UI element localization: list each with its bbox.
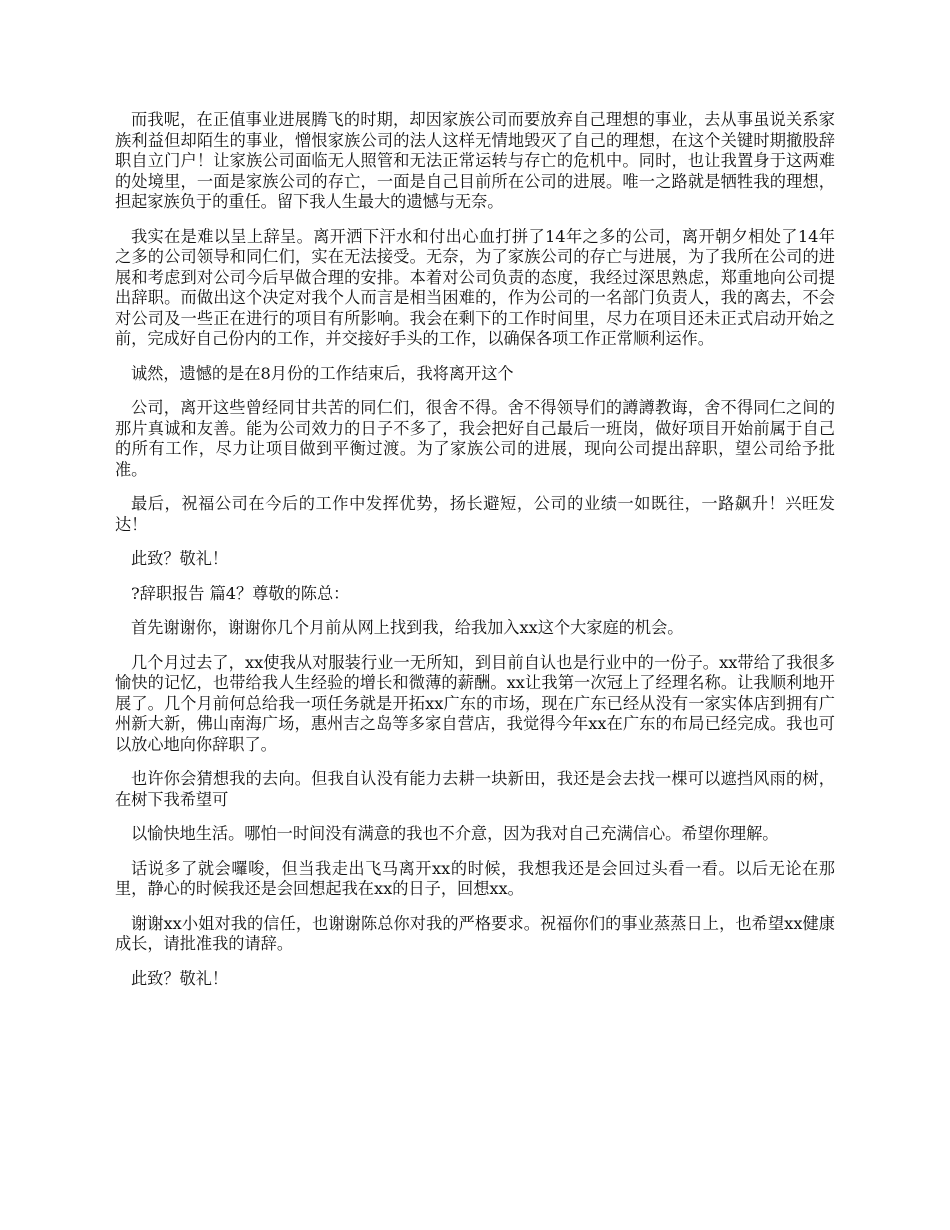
paragraph: 以愉快地生活。哪怕一时间没有满意的我也不介意，因为我对自己充满信心。希望你理解。 (131, 824, 779, 843)
paragraph: 也许你会猜想我的去向。但我自认没有能力去耕一块新田，我还是会去找一棵可以遮挡风雨的树，在树下我希望可 (115, 769, 835, 809)
closing-salutation: 此致？敬礼！ (131, 549, 229, 568)
paragraph: 几个月过去了，xx使我从对服装行业一无所知，到目前自认也是行业中的一份子。xx带给了我很多愉快的记忆，也带给我人生经验的增长和微薄的薪酬。xx让我第一次冠上了经理名称。让我顺利地开展了。几个月前何总给我一项任务就是开拓xx广东的市场，现在广东已经从没有一家实体店到拥有广州新大新，佛山南海广场，惠州吉之岛等多家自营店，我觉得今年xx在广东的布局已经完成。我也可以放心地向你辞职了。 (115, 652, 835, 754)
document-body (115, 110, 835, 1003)
section-heading: ?辞职报告 篇4？尊敬的陈总： (131, 583, 350, 603)
paragraph: 最后，祝福公司在今后的工作中发挥优势，扬长避短，公司的业绩一如既往，一路飙升！兴旺发达！ (115, 494, 835, 534)
paragraph: 而我呢，在正值事业进展腾飞的时期，却因家族公司而要放弃自己理想的事业，去从事虽说关系家族利益但却陌生的事业，憎恨家族公司的法人这样无情地毁灭了自己的理想，在这个关键时期撤股辞职自立门户！让家族公司面临无人照管和无法正常运转与存亡的危机中。同时，也让我置身于这两难的处境里，一面是家族公司的存亡，一面是自己目前所在公司的进展。唯一之路就是牺牲我的理想，担起家族负于的重任。留下我人生最大的遗憾与无奈。 (115, 110, 835, 211)
paragraph: 首先谢谢你，谢谢你几个月前从网上找到我，给我加入xx这个大家庭的机会。 (131, 618, 684, 637)
paragraph: 公司，离开这些曾经同甘共苦的同仁们，很舍不得。舍不得领导们的譐譐教诲，舍不得同仁之间的那片真诚和友善。能为公司效力的日子不多了，我会把好自己最后一班岗，做好项目开始前属于自己的所有工作，尽力让项目做到平衡过渡。为了家族公司的进展，现向公司提出辞职，望公司给予批准。 (115, 398, 835, 479)
paragraph: 话说多了就会囉唆，但当我走出飞马离开xx的时候，我想我还是会回过头看一看。以后无论在那里，静心的时候我还是会回想起我在xx的日子，回想xx。 (115, 858, 835, 898)
paragraph: 谢谢xx小姐对我的信任，也谢谢陈总你对我的严格要求。祝福你们的事业蒸蒸日上，也希望xx健康成长，请批准我的请辞。 (115, 913, 835, 953)
closing-salutation: 此致？敬礼！ (131, 968, 229, 988)
paragraph: 诚然，遗憾的是在8月份的工作结束后，我将离开这个 (131, 363, 514, 383)
paragraph: 我实在是难以呈上辞呈。离开洒下汗水和付出心血打拼了14年之多的公司，离开朝夕相处了14年之多的公司领导和同仁们，实在无法接受。无奈，为了家族公司的存亡与进展，为了我所在公司的进展和考虑到对公司今后早做合理的安排。本着对公司负责的态度，我经过深思熟虑，郑重地向公司提出辞职。而做出这个决定对我个人而言是相当困难的，作为公司的一名部门负责人，我的离去，不会对公司及一些正在进行的项目有所影响。我会在剩下的工作时间里，尽力在项目还未正式启动开始之前，完成好自己份内的工作，并交接好手头的工作，以确保各项工作正常顺利运作。 (115, 226, 835, 348)
